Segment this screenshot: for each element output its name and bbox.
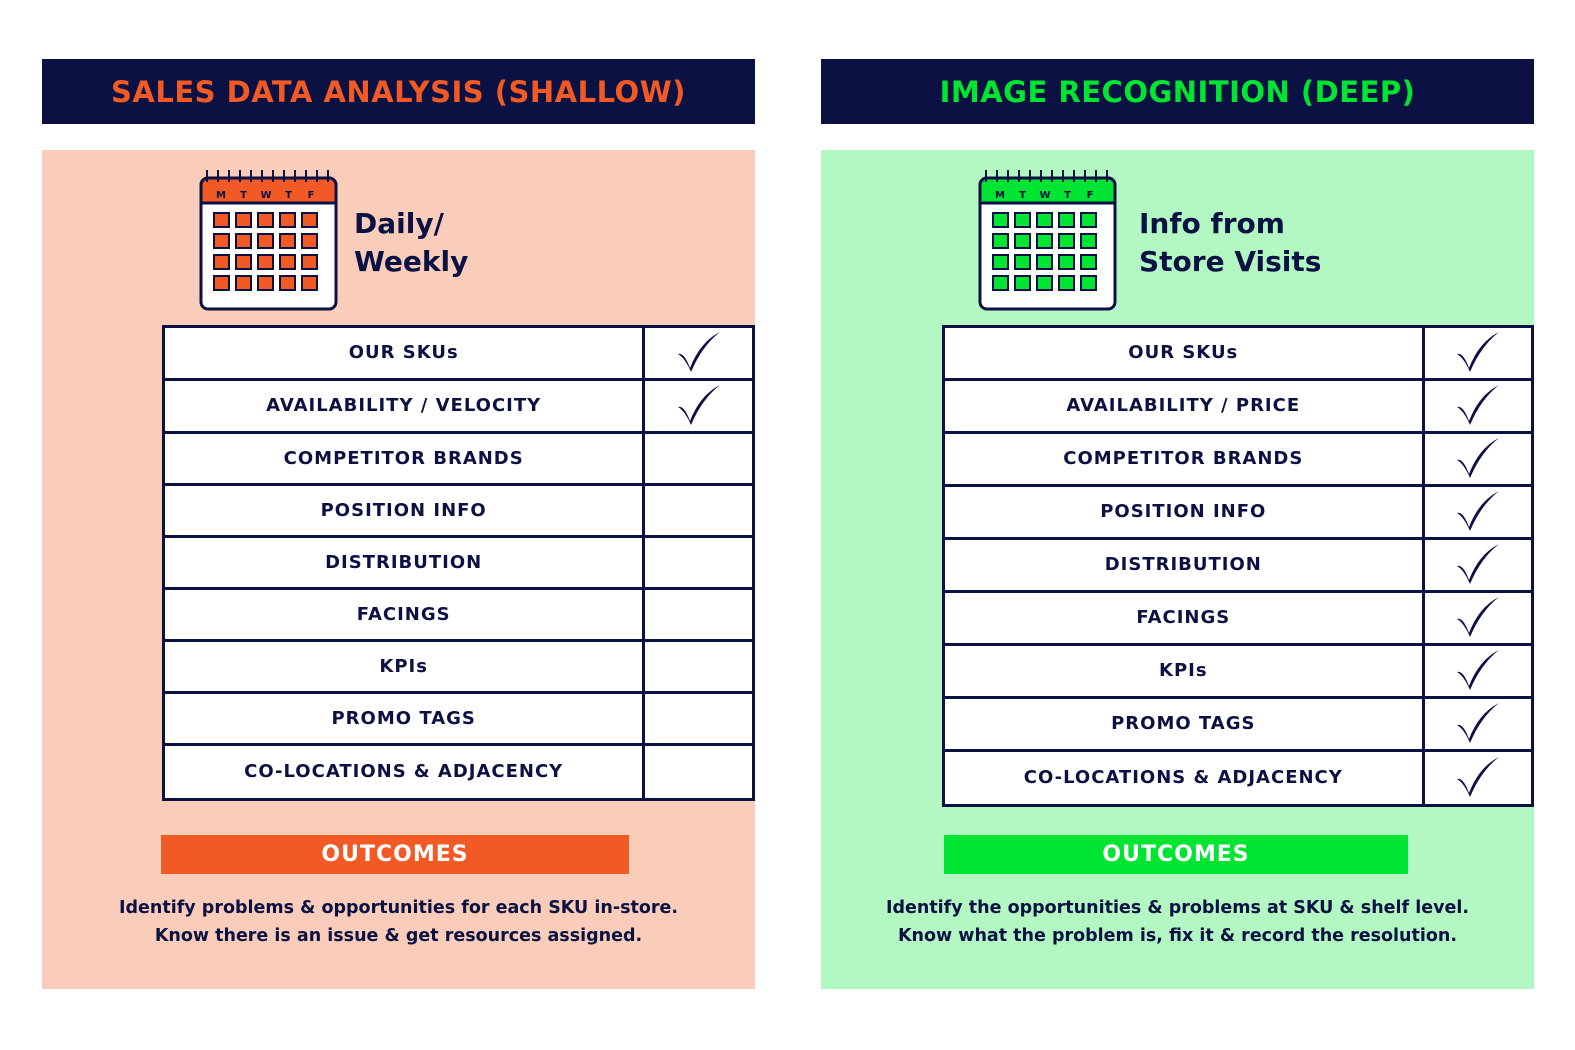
checkmark-icon [1453,753,1503,799]
outcomes-text: Identify problems & opportunities for each SKU in-store. Know there is an issue & get resources assigned. [118,898,679,946]
row-label: CO-LOCATIONS & ADJACENCY [164,745,644,800]
table-row [164,327,754,380]
row-label: DISTRIBUTION [944,539,1424,592]
check-cell [644,589,754,641]
table-row [164,693,754,745]
check-cell [1423,327,1532,380]
row-label: COMPETITOR BRANDS [944,433,1424,486]
calendar-icon [199,170,339,312]
calendar-day-label: T [285,190,292,201]
row-label: KPIs [164,641,644,693]
calendar-day-label: M [216,190,226,201]
calendar-day-label: W [1039,190,1051,201]
calendar-day-label: T [1019,190,1026,201]
calendar-day-label: F [307,190,315,201]
checkmark-icon [674,381,724,427]
row-label: CO-LOCATIONS & ADJACENCY [944,751,1424,806]
row-label: KPIs [944,645,1424,698]
check-cell [1423,380,1532,433]
left-header [42,59,755,124]
checkmark-icon [1453,646,1503,692]
check-cell [644,380,754,433]
check-cell [1423,539,1532,592]
calendar-label: Info from Store Visits [1139,207,1322,278]
table-row [164,589,754,641]
checkmark-icon [1453,699,1503,745]
row-label: AVAILABILITY / VELOCITY [164,380,644,433]
row-label: COMPETITOR BRANDS [164,433,644,485]
check-cell [1423,486,1532,539]
comparison-table [942,325,1534,807]
table-row [944,380,1533,433]
table-row [944,539,1533,592]
table-row [944,486,1533,539]
table-row [164,745,754,800]
calendar-day-label: W [260,190,272,201]
table-row [164,537,754,589]
row-label: DISTRIBUTION [164,537,644,589]
check-cell [1423,645,1532,698]
table-row [944,645,1533,698]
row-label: POSITION INFO [944,486,1424,539]
outcomes-text: Identify the opportunities & problems at SKU & shelf level. Know what the problem is, fix it & record the resolution. [885,898,1470,946]
table-row [944,327,1533,380]
row-label: POSITION INFO [164,485,644,537]
table-row [164,380,754,433]
table-row [944,592,1533,645]
table-row [164,485,754,537]
row-label: FACINGS [944,592,1424,645]
row-label: OUR SKUs [944,327,1424,380]
check-cell [644,537,754,589]
right-header [821,59,1534,124]
check-cell [644,745,754,800]
calendar-day-label: M [995,190,1005,201]
right-title: IMAGE RECOGNITION (DEEP) [939,74,1416,109]
checkmark-icon [1453,593,1503,639]
outcomes-bar: OUTCOMES [161,835,629,874]
checkmark-icon [1453,487,1503,533]
comparison-table [162,325,755,801]
left-panel [42,150,755,989]
row-label: FACINGS [164,589,644,641]
check-cell [644,433,754,485]
check-cell [1423,592,1532,645]
check-cell [644,693,754,745]
check-cell [644,641,754,693]
check-cell [1423,751,1532,806]
row-label: AVAILABILITY / PRICE [944,380,1424,433]
row-label: OUR SKUs [164,327,644,380]
outcomes-bar: OUTCOMES [944,835,1408,874]
table-row [164,433,754,485]
check-cell [644,485,754,537]
calendar-icon [978,170,1118,312]
checkmark-icon [1453,434,1503,480]
table-row [944,433,1533,486]
right-panel [821,150,1534,989]
table-row [944,751,1533,806]
checkmark-icon [1453,381,1503,427]
calendar-day-label: T [240,190,247,201]
row-label: PROMO TAGS [944,698,1424,751]
left-title: SALES DATA ANALYSIS (SHALLOW) [111,74,686,109]
check-cell [644,327,754,380]
table-row [944,698,1533,751]
checkmark-icon [1453,328,1503,374]
calendar-label: Daily/ Weekly [354,207,469,278]
row-label: PROMO TAGS [164,693,644,745]
table-row [164,641,754,693]
checkmark-icon [1453,540,1503,586]
checkmark-icon [674,328,724,374]
check-cell [1423,433,1532,486]
check-cell [1423,698,1532,751]
calendar-day-label: T [1064,190,1071,201]
calendar-day-label: F [1086,190,1094,201]
